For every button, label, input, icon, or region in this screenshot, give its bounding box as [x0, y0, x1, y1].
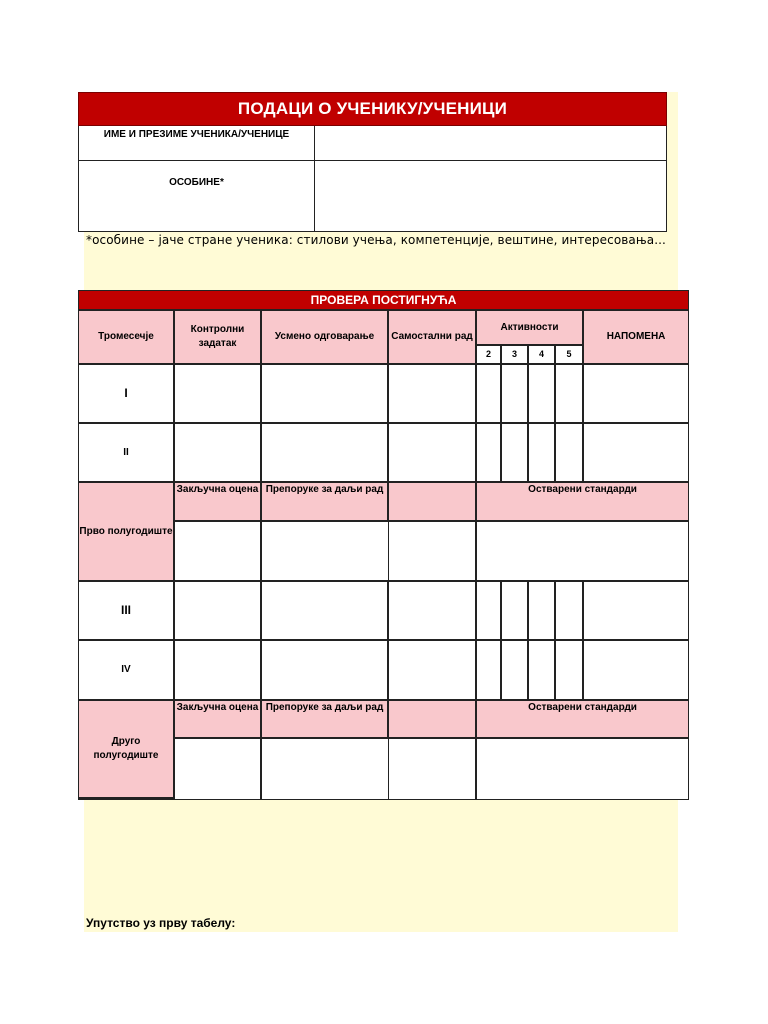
final-grade-header: Закључна оцена: [175, 701, 262, 740]
achievements-table: [78, 290, 689, 800]
cell-independent[interactable]: [389, 365, 477, 424]
cell-control-task[interactable]: [175, 365, 262, 424]
cell-activity[interactable]: [502, 365, 529, 424]
cell-final-grade[interactable]: [175, 739, 262, 799]
cell-control-task[interactable]: [175, 424, 262, 483]
cell-activity[interactable]: [477, 424, 502, 483]
cell-note[interactable]: [584, 365, 688, 424]
traits-value-cell[interactable]: [315, 161, 667, 232]
activity-number: 3: [502, 346, 529, 364]
cell-independent[interactable]: [389, 424, 477, 483]
header-quarter: Тромесечје: [79, 311, 175, 364]
cell-activity[interactable]: [556, 424, 584, 483]
cell-oral[interactable]: [262, 424, 389, 483]
cell-activity[interactable]: [529, 641, 556, 700]
quarter-label: IV: [79, 641, 175, 700]
activity-number: 4: [529, 346, 556, 364]
cell-final-grade[interactable]: [175, 522, 262, 581]
cell-activity[interactable]: [477, 641, 502, 700]
cell-independent[interactable]: [389, 582, 477, 641]
header-control-task: Контролни задатак: [175, 311, 262, 364]
cell-recommendations[interactable]: [262, 522, 389, 581]
cell-oral[interactable]: [262, 582, 389, 641]
activity-number: 5: [556, 346, 584, 364]
first-half-label: Прво полугодиште: [79, 483, 175, 581]
cell-standards[interactable]: [477, 739, 688, 799]
standards-header: Остварени стандарди: [477, 483, 688, 522]
cell-oral[interactable]: [262, 365, 389, 424]
header-oral: Усмено одговарање: [262, 311, 389, 364]
recommendations-header: Препоруке за даљи рад: [262, 483, 389, 522]
quarter-label: I: [79, 365, 175, 424]
cell-control-task[interactable]: [175, 582, 262, 641]
recommendations-header: Препоруке за даљи рад: [262, 701, 389, 740]
cell-recommendations-extra[interactable]: [389, 522, 477, 581]
quarter-label: II: [79, 424, 175, 483]
cell-activity[interactable]: [529, 582, 556, 641]
cell-note[interactable]: [584, 582, 688, 641]
cell-activity[interactable]: [502, 582, 529, 641]
quarter-label: III: [79, 582, 175, 641]
cell-control-task[interactable]: [175, 641, 262, 700]
achievements-title: ПРОВЕРА ПОСТИГНУЋА: [79, 291, 688, 311]
final-grade-header: Закључна оцена: [175, 483, 262, 522]
cell-activity[interactable]: [477, 582, 502, 641]
name-value-cell[interactable]: [315, 126, 667, 161]
name-label: ИМЕ И ПРЕЗИМЕ УЧЕНИКА/УЧЕНИЦЕ: [79, 126, 315, 161]
cell-note[interactable]: [584, 424, 688, 483]
student-data-table: [78, 92, 667, 232]
cell-activity[interactable]: [529, 424, 556, 483]
standards-header: Остварени стандарди: [477, 701, 688, 740]
cell-oral[interactable]: [262, 641, 389, 700]
cell-activity[interactable]: [556, 365, 584, 424]
cell-recommendations-extra[interactable]: [389, 739, 477, 799]
activity-number: 2: [477, 346, 502, 364]
traits-footnote: *особине – јаче стране ученика: стилови учења, компетенције, вештине, интересовања...: [86, 233, 666, 247]
header-independent: Самостални рад: [389, 311, 477, 364]
header-activities: Активности: [477, 311, 584, 346]
cell-activity[interactable]: [556, 641, 584, 700]
cell-recommendations[interactable]: [262, 739, 389, 799]
traits-label: ОСОБИНЕ*: [79, 161, 315, 232]
cell-activity[interactable]: [502, 424, 529, 483]
instructions-heading: Упутство уз прву табелу:: [86, 916, 236, 930]
second-half-label: Друго полугодиште: [79, 701, 175, 799]
cell-standards[interactable]: [477, 522, 688, 581]
cell-activity[interactable]: [556, 582, 584, 641]
header-note: НАПОМЕНА: [584, 311, 688, 364]
cell-activity[interactable]: [502, 641, 529, 700]
cell-activity[interactable]: [529, 365, 556, 424]
cell-activity[interactable]: [477, 365, 502, 424]
cell-independent[interactable]: [389, 641, 477, 700]
pink-blank-cell: [389, 483, 477, 522]
pink-blank-cell: [389, 701, 477, 740]
cell-note[interactable]: [584, 641, 688, 700]
student-data-title: ПОДАЦИ О УЧЕНИКУ/УЧЕНИЦИ: [79, 93, 667, 126]
